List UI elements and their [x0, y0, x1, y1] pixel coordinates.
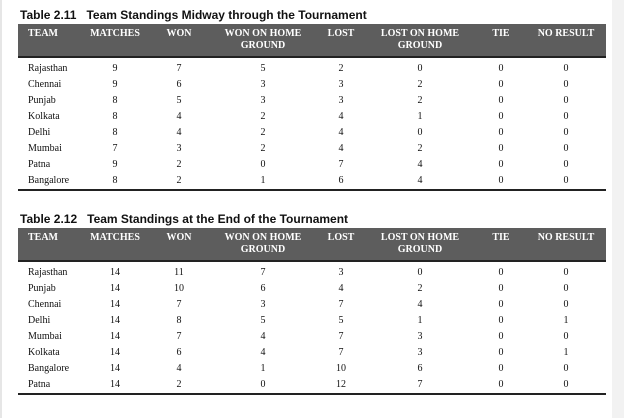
table-cell: 14 — [110, 283, 120, 294]
table-number: Table 2.11 — [20, 8, 77, 22]
table-row — [18, 329, 606, 345]
team-name-cell: Patna — [18, 377, 80, 394]
table-cell: 0 — [563, 143, 569, 154]
table-caption — [18, 210, 606, 228]
table-row — [18, 313, 606, 329]
table-body — [18, 57, 606, 190]
table-cell: 3 — [338, 267, 344, 278]
column-header: NO RESULT — [526, 24, 606, 57]
table-cell: 14 — [80, 377, 150, 394]
table-title: Team Standings Midway through the Tournament — [86, 8, 367, 22]
table-cell: 0 — [417, 267, 423, 278]
table-cell: 4 — [417, 299, 423, 310]
column-header: TEAM — [18, 24, 80, 57]
table-number: Table 2.12 — [20, 212, 78, 226]
table-cell: 4 — [417, 159, 423, 170]
team-name-cell: Rajasthan — [28, 63, 68, 74]
table-cell: 7 — [260, 267, 266, 278]
table-cell: 4 — [338, 283, 344, 294]
table-cell: 0 — [498, 347, 504, 358]
table-row — [18, 377, 606, 394]
table-cell: 8 — [112, 111, 118, 122]
table-cell: 2 — [260, 111, 266, 122]
table-cell: 2 — [176, 159, 182, 170]
table-cell: 14 — [110, 299, 120, 310]
table-cell: 6 — [176, 79, 182, 90]
table-cell: 5 — [260, 315, 266, 326]
standings-table-midway — [18, 24, 606, 191]
table-caption — [18, 6, 606, 24]
team-name-cell: Delhi — [28, 315, 51, 326]
table-row — [18, 297, 606, 313]
table-cell: 0 — [563, 79, 569, 90]
table-cell: 9 — [112, 79, 118, 90]
column-header: NO RESULT — [526, 228, 606, 261]
table-block-end — [18, 210, 606, 395]
table-cell: 0 — [526, 173, 606, 190]
table-cell: 9 — [112, 63, 118, 74]
table-title: Team Standings at the End of the Tournament — [87, 212, 349, 226]
table-cell: 3 — [260, 95, 266, 106]
table-cell: 0 — [563, 111, 569, 122]
team-name-cell: Kolkata — [28, 111, 60, 122]
column-header: LOST ON HOME GROUND — [364, 24, 476, 57]
table-cell: 3 — [338, 95, 344, 106]
table-cell: 0 — [417, 127, 423, 138]
table-row — [18, 77, 606, 93]
table-cell: 0 — [563, 95, 569, 106]
column-header: LOST — [318, 24, 364, 57]
table-cell: 0 — [498, 315, 504, 326]
team-name-cell: Chennai — [28, 79, 62, 90]
table-cell: 2 — [417, 143, 423, 154]
table-cell: 2 — [260, 127, 266, 138]
team-name-cell: Bangalore — [28, 363, 70, 374]
table-cell: 5 — [338, 315, 344, 326]
table-cell: 0 — [498, 299, 504, 310]
column-header: MATCHES — [80, 228, 150, 261]
table-cell: 0 — [498, 267, 504, 278]
table-cell: 7 — [338, 331, 344, 342]
team-name-cell: Rajasthan — [28, 267, 68, 278]
table-cell: 0 — [208, 377, 318, 394]
column-header: TEAM — [18, 228, 80, 261]
table-cell: 0 — [563, 363, 569, 374]
table-cell: 1 — [260, 363, 266, 374]
page-right-edge — [612, 0, 624, 418]
table-cell: 0 — [563, 159, 569, 170]
table-cell: 0 — [498, 127, 504, 138]
table-cell: 0 — [498, 111, 504, 122]
table-cell: 9 — [112, 159, 118, 170]
table-cell: 0 — [526, 377, 606, 394]
table-cell: 4 — [176, 363, 182, 374]
table-row — [18, 361, 606, 377]
table-cell: 6 — [318, 173, 364, 190]
table-cell: 3 — [417, 331, 423, 342]
table-cell: 4 — [176, 127, 182, 138]
table-row — [18, 281, 606, 297]
table-cell: 8 — [80, 173, 150, 190]
table-cell: 14 — [110, 363, 120, 374]
table-cell: 6 — [260, 283, 266, 294]
table-cell: 0 — [563, 63, 569, 74]
table-row — [18, 141, 606, 157]
table-cell: 10 — [336, 363, 346, 374]
table-cell: 14 — [110, 315, 120, 326]
table-cell: 2 — [338, 63, 344, 74]
column-header: TIE — [476, 24, 526, 57]
table-row — [18, 261, 606, 281]
table-row — [18, 157, 606, 173]
table-cell: 0 — [563, 127, 569, 138]
table-cell: 3 — [338, 79, 344, 90]
table-cell: 1 — [563, 347, 569, 358]
table-cell: 7 — [176, 299, 182, 310]
table-cell: 0 — [260, 159, 266, 170]
column-header: TIE — [476, 228, 526, 261]
column-header: MATCHES — [80, 24, 150, 57]
team-name-cell: Mumbai — [28, 331, 62, 342]
column-header: LOST ON HOME GROUND — [364, 228, 476, 261]
table-cell: 2 — [150, 377, 208, 394]
table-cell: 0 — [498, 143, 504, 154]
table-cell: 4 — [260, 347, 266, 358]
table-cell: 3 — [417, 347, 423, 358]
table-cell: 7 — [364, 377, 476, 394]
table-cell: 8 — [112, 95, 118, 106]
table-cell: 2 — [150, 173, 208, 190]
table-cell: 2 — [260, 143, 266, 154]
table-cell: 2 — [417, 283, 423, 294]
table-row — [18, 57, 606, 77]
table-block-midway — [18, 6, 606, 191]
table-cell: 10 — [174, 283, 184, 294]
table-cell: 0 — [417, 63, 423, 74]
standings-table-end — [18, 228, 606, 395]
table-cell: 4 — [338, 143, 344, 154]
table-cell: 0 — [498, 159, 504, 170]
table-cell: 7 — [176, 331, 182, 342]
team-name-cell: Mumbai — [28, 143, 62, 154]
table-row — [18, 93, 606, 109]
table-body — [18, 261, 606, 394]
table-cell: 5 — [260, 63, 266, 74]
team-name-cell: Chennai — [28, 299, 62, 310]
table-row — [18, 125, 606, 141]
table-cell: 0 — [476, 173, 526, 190]
header-row — [18, 228, 606, 261]
table-cell: 0 — [498, 283, 504, 294]
table-cell: 2 — [417, 95, 423, 106]
table-cell: 3 — [260, 299, 266, 310]
table-cell: 7 — [338, 159, 344, 170]
table-cell: 1 — [417, 111, 423, 122]
table-cell: 0 — [476, 377, 526, 394]
team-name-cell: Patna — [28, 159, 51, 170]
header-row — [18, 24, 606, 57]
table-cell: 3 — [176, 143, 182, 154]
table-cell: 14 — [110, 267, 120, 278]
table-row — [18, 109, 606, 125]
page-left-edge — [0, 0, 2, 418]
table-cell: 4 — [176, 111, 182, 122]
table-cell: 0 — [563, 283, 569, 294]
column-header: LOST — [318, 228, 364, 261]
table-cell: 11 — [174, 267, 184, 278]
table-cell: 0 — [498, 363, 504, 374]
table-row — [18, 345, 606, 361]
table-cell: 0 — [563, 267, 569, 278]
team-name-cell: Punjab — [28, 95, 56, 106]
column-header: WON — [150, 228, 208, 261]
table-cell: 12 — [318, 377, 364, 394]
table-cell: 0 — [498, 63, 504, 74]
table-cell: 2 — [417, 79, 423, 90]
table-cell: 6 — [417, 363, 423, 374]
table-cell: 1 — [417, 315, 423, 326]
table-cell: 0 — [498, 331, 504, 342]
team-name-cell: Kolkata — [28, 347, 60, 358]
team-name-cell: Bangalore — [18, 173, 80, 190]
column-header: WON ON HOME GROUND — [208, 24, 318, 57]
table-cell: 7 — [112, 143, 118, 154]
table-cell: 4 — [364, 173, 476, 190]
table-cell: 4 — [338, 111, 344, 122]
table-cell: 14 — [110, 347, 120, 358]
column-header: WON ON HOME GROUND — [208, 228, 318, 261]
table-cell: 4 — [338, 127, 344, 138]
table-cell: 0 — [498, 79, 504, 90]
table-cell: 14 — [110, 331, 120, 342]
table-cell: 1 — [208, 173, 318, 190]
table-cell: 6 — [176, 347, 182, 358]
table-cell: 3 — [260, 79, 266, 90]
table-cell: 4 — [260, 331, 266, 342]
table-cell: 0 — [563, 331, 569, 342]
table-cell: 7 — [338, 299, 344, 310]
table-row — [18, 173, 606, 190]
table-cell: 7 — [338, 347, 344, 358]
column-header: WON — [150, 24, 208, 57]
table-cell: 5 — [176, 95, 182, 106]
table-cell: 1 — [563, 315, 569, 326]
table-cell: 7 — [176, 63, 182, 74]
table-cell: 8 — [112, 127, 118, 138]
table-cell: 0 — [498, 95, 504, 106]
team-name-cell: Punjab — [28, 283, 56, 294]
table-cell: 8 — [176, 315, 182, 326]
table-cell: 0 — [563, 299, 569, 310]
team-name-cell: Delhi — [28, 127, 51, 138]
